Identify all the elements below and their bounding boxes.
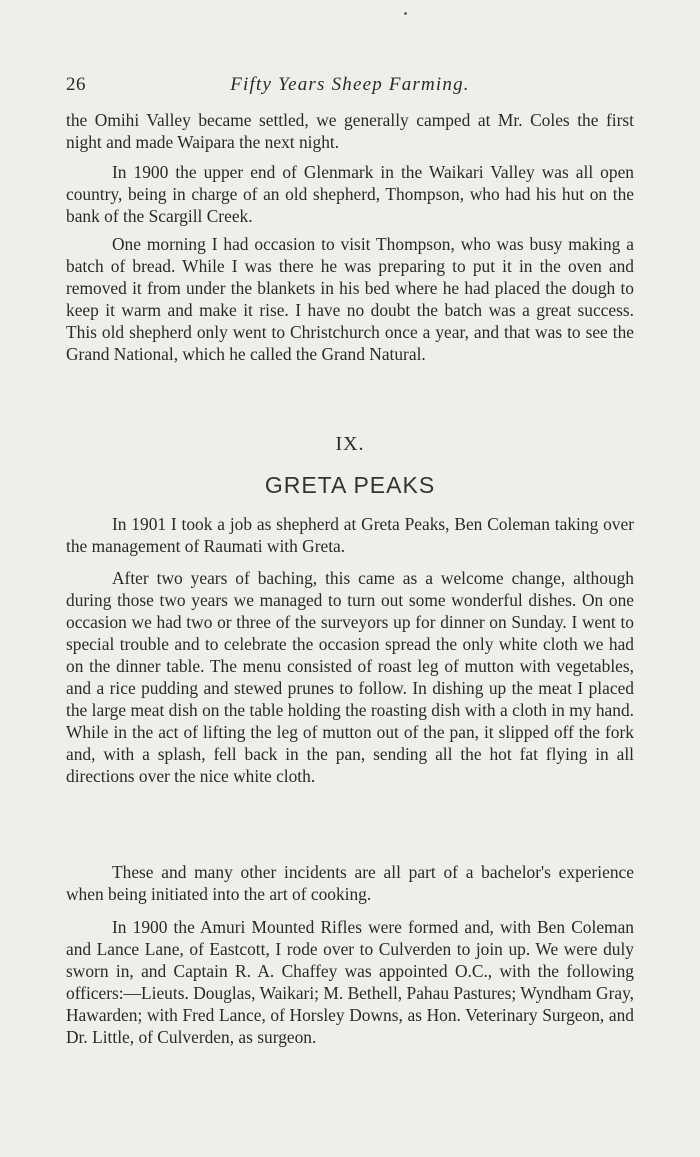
paragraph-greta-peaks-job: In 1901 I took a job as shepherd at Greta Peaks, Ben Coleman taking over the management of Raumati with Greta. <box>66 514 634 556</box>
paragraph-amuri-mounted-rifles: In 1900 the Amuri Mounted Rifles were formed and, with Ben Coleman and Lance Lane, of Eastcott, I rode over to Culverden to join up. We were duly sworn in, and Captain R. A. Chaffey was appointed O.C., with the following officers:—Lieuts. Douglas, Waikari; M. Bethell, Pahau Pastures; Wyndham Gray, Hawarden; with Fred Lance, of Horsley Downs, as Hon. Veterinary Surgeon, and Dr. Little, of Culverden, as surgeon. <box>66 917 634 1047</box>
print-speck <box>404 12 407 15</box>
paragraph-thompson-bread: One morning I had occasion to visit Thompson, who was busy making a batch of bread. While I was there he was preparing to put it in the oven and removed it from under the blankets in his bed where he had placed the dough to keep it warm and make it rise. I have no doubt the batch was a great success. This old shepherd only went to Christchurch once a year, and that was to see the Grand National, which he called the Grand Natural. <box>66 234 634 364</box>
page-header <box>66 74 634 104</box>
paragraph-baching-dinner: After two years of baching, this came as a welcome change, although during those two years we managed to turn out some wonderful dishes. On one occasion we had two or three of the surveyors up for dinner on Sunday. I went to special trouble and to celebrate the occasion spread the only white cloth we had on the dinner table. The menu consisted of roast leg of mutton with vegetables, and a rice pudding and stewed prunes to follow. In dishing up the meat I placed the large meat dish on the table holding the roasting dish with a cloth in my hand. While in the act of lifting the leg of mutton out of the pan, it slipped off the fork and, with a splash, fell back in the pan, sending all the hot fat flying in all directions over the nice white cloth. <box>66 568 634 786</box>
page-number: 26 <box>66 74 86 95</box>
running-title: Fifty Years Sheep Farming. <box>230 74 470 95</box>
paragraph-glenmark: In 1900 the upper end of Glenmark in the Waikari Valley was all open country, being in charge of an old shepherd, Thompson, who had his hut on the bank of the Scargill Creek. <box>66 162 634 226</box>
paragraph-omihi-valley: the Omihi Valley became settled, we generally camped at Mr. Coles the first night and made Waipara the next night. <box>66 110 634 152</box>
chapter-number: IX. <box>335 433 365 455</box>
chapter-title: GRETA PEAKS <box>264 472 436 498</box>
paragraph-cooking-incidents: These and many other incidents are all part of a bachelor's experience when being initiated into the art of cooking. <box>66 862 634 904</box>
